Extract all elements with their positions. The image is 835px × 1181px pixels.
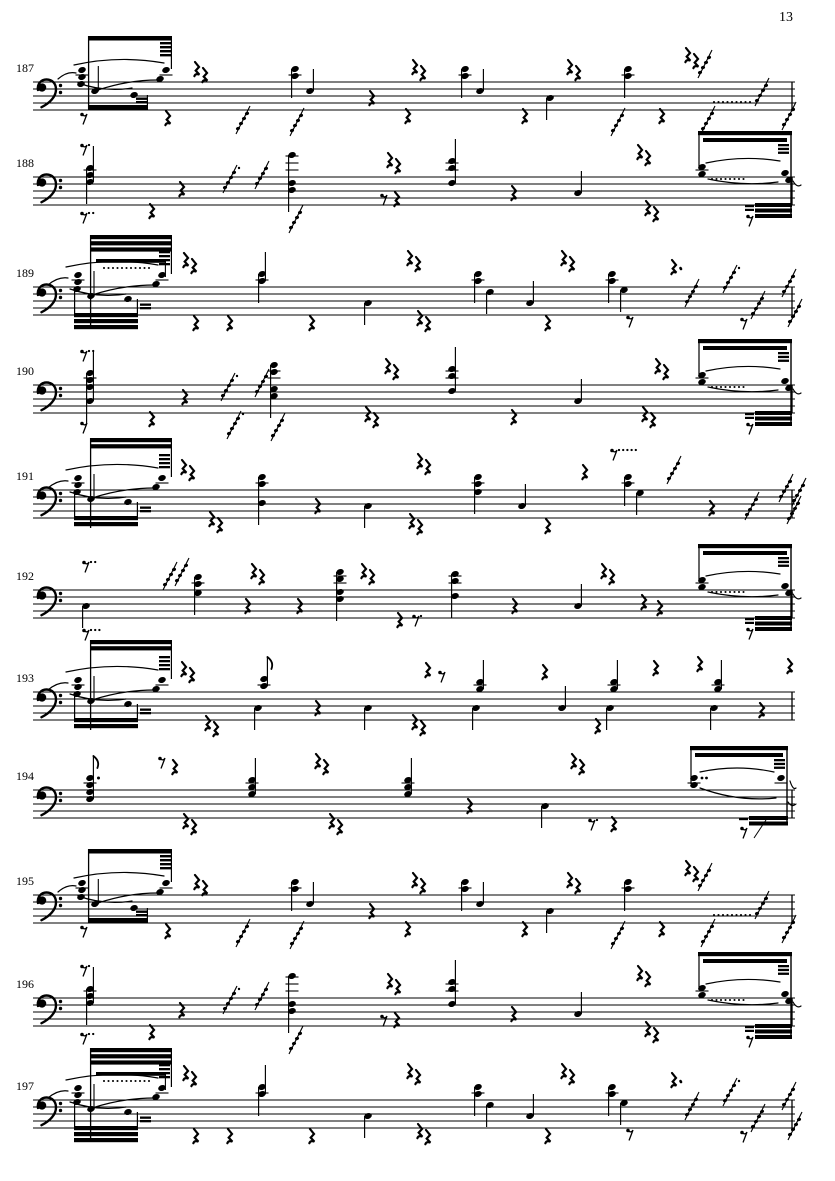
system-194 xyxy=(16,746,796,838)
double-quarter-rest xyxy=(567,873,580,893)
quarter-rest xyxy=(245,599,250,613)
grace-note-run xyxy=(781,102,796,130)
eighth-rest xyxy=(740,318,747,329)
quarter-rest xyxy=(657,601,662,615)
system-190 xyxy=(16,339,801,441)
quarter-rest xyxy=(671,260,682,274)
quarter-rest xyxy=(545,1129,550,1143)
double-quarter-rest xyxy=(685,48,698,68)
grace-note-run xyxy=(787,1112,802,1140)
quarter-rest xyxy=(165,924,170,938)
chord xyxy=(334,568,347,621)
chord xyxy=(622,473,635,506)
eighth-rest xyxy=(626,1129,633,1140)
chord xyxy=(84,146,97,204)
quarter-rest xyxy=(149,412,154,426)
chord xyxy=(286,151,299,212)
staff-lines xyxy=(33,287,795,315)
quarter-rest xyxy=(315,701,320,715)
system-193 xyxy=(16,640,795,736)
measure-number: 194 xyxy=(16,769,34,783)
grace-note-run xyxy=(781,1082,796,1110)
system-188 xyxy=(16,131,801,233)
chord xyxy=(622,878,635,911)
quarter-rest xyxy=(595,719,600,733)
eighth-rest xyxy=(80,1033,94,1044)
double-quarter-rest xyxy=(685,861,698,881)
grace-note-run xyxy=(220,373,238,401)
quarter-rest xyxy=(522,109,527,123)
chord xyxy=(192,573,205,615)
quarter-rest xyxy=(394,1013,399,1027)
double-quarter-rest xyxy=(637,966,650,986)
grace-note-run xyxy=(254,369,269,397)
quarter-rest xyxy=(315,499,320,513)
quarter-rest xyxy=(397,613,402,627)
quarter-rest xyxy=(659,109,664,123)
grace-note-run xyxy=(781,915,796,943)
system-197 xyxy=(16,1048,802,1144)
note xyxy=(709,704,718,730)
quarter-rest xyxy=(545,519,550,533)
quarter-rest xyxy=(759,703,764,717)
quarter-rest xyxy=(511,1007,516,1021)
eighth-rest xyxy=(412,615,422,626)
eighth-rest xyxy=(610,449,637,460)
tremolo-beam-cluster xyxy=(696,339,802,434)
double-quarter-rest xyxy=(642,407,655,427)
chord xyxy=(256,473,269,525)
quarter-rest xyxy=(787,659,792,673)
grace-note-run xyxy=(254,161,269,189)
eighth-rest xyxy=(380,1015,387,1026)
quarter-rest xyxy=(149,204,154,218)
staff-lines xyxy=(33,1100,795,1128)
grace-note-run xyxy=(744,492,759,520)
quarter-rest xyxy=(709,501,714,515)
grace-note-run xyxy=(226,411,244,439)
quarter-rest xyxy=(697,657,702,671)
chord xyxy=(258,657,273,690)
quarter-rest xyxy=(394,192,399,206)
eighth-rest xyxy=(80,422,87,433)
quarter-rest xyxy=(297,599,302,613)
staff-lines xyxy=(33,790,795,818)
chord xyxy=(712,660,725,693)
measure-number: 190 xyxy=(16,364,34,378)
double-quarter-rest xyxy=(194,62,207,82)
double-quarter-rest xyxy=(183,814,196,834)
double-quarter-rest xyxy=(409,514,422,534)
double-quarter-rest xyxy=(183,253,196,273)
chord xyxy=(84,756,101,803)
chord xyxy=(268,361,281,418)
measure-number: 188 xyxy=(16,156,34,170)
double-quarter-rest xyxy=(361,564,374,584)
chord xyxy=(459,65,472,98)
eighth-rest xyxy=(80,965,90,976)
quarter-rest xyxy=(309,316,314,330)
double-quarter-rest xyxy=(561,1064,574,1084)
double-quarter-rest xyxy=(637,145,650,165)
quarter-rest xyxy=(227,316,232,330)
quarter-rest xyxy=(193,1129,198,1143)
double-quarter-rest xyxy=(387,974,400,994)
quarter-rest xyxy=(149,1025,154,1039)
eighth-rest xyxy=(80,350,94,361)
chord xyxy=(286,972,299,1033)
double-quarter-rest xyxy=(205,716,218,736)
measure-number: 193 xyxy=(16,671,34,685)
eighth-rest xyxy=(438,671,445,682)
note xyxy=(363,299,372,325)
double-quarter-rest xyxy=(194,875,207,895)
double-quarter-rest xyxy=(655,359,668,379)
quarter-rest xyxy=(172,760,177,774)
note xyxy=(363,1112,372,1138)
grace-note-run xyxy=(222,986,240,1014)
chord xyxy=(446,347,459,395)
grace-note-run xyxy=(289,921,304,949)
note xyxy=(81,602,90,628)
double-quarter-rest xyxy=(251,564,264,584)
tremolo-beam-cluster xyxy=(688,746,797,838)
note xyxy=(363,502,372,528)
eighth-rest xyxy=(82,561,96,572)
chord xyxy=(246,758,259,798)
quarter-rest xyxy=(542,665,547,679)
eighth-rest xyxy=(740,1131,747,1142)
system-192 xyxy=(16,544,801,640)
double-quarter-rest xyxy=(181,662,194,682)
quarter-rest xyxy=(165,111,170,125)
quarter-rest xyxy=(193,316,198,330)
measure-number: 197 xyxy=(16,1079,34,1093)
grace-note-run xyxy=(684,279,699,307)
grace-note-run xyxy=(288,1026,303,1054)
measure-number: 191 xyxy=(16,469,34,483)
chord xyxy=(622,65,635,98)
tremolo-beam-cluster xyxy=(48,438,172,528)
chord xyxy=(606,270,619,303)
eighth-rest xyxy=(588,819,598,830)
grace-note-run xyxy=(254,982,269,1010)
chord xyxy=(256,252,269,303)
eighth-rest xyxy=(80,144,90,155)
staff-lines xyxy=(33,490,795,518)
chord xyxy=(446,960,459,1008)
quarter-rest xyxy=(511,410,516,424)
chord xyxy=(289,878,302,911)
double-quarter-rest xyxy=(645,201,658,221)
measure-number: 196 xyxy=(16,977,34,991)
double-quarter-rest xyxy=(412,60,425,80)
quarter-rest xyxy=(309,1129,314,1143)
grace-note-run xyxy=(288,205,303,233)
note xyxy=(471,704,480,730)
chord xyxy=(84,351,97,423)
grace-note-run xyxy=(697,863,712,891)
dotted-line xyxy=(713,914,751,916)
grace-note-run xyxy=(289,108,304,136)
note xyxy=(545,907,554,933)
measure-number: 187 xyxy=(16,61,34,75)
eighth-rest xyxy=(80,212,94,223)
grace-note-run xyxy=(270,413,285,441)
grace-note-run xyxy=(787,299,802,327)
quarter-rest xyxy=(659,922,664,936)
chord xyxy=(608,660,621,693)
note xyxy=(253,704,262,730)
double-quarter-rest xyxy=(645,1022,658,1042)
system-191 xyxy=(16,438,806,534)
double-quarter-rest xyxy=(385,359,398,379)
grace-note-run xyxy=(666,456,681,484)
double-quarter-rest xyxy=(601,564,614,584)
chord xyxy=(472,1083,485,1116)
quarter-rest xyxy=(512,599,517,613)
measure-number: 192 xyxy=(16,569,34,583)
quarter-rest xyxy=(671,1073,682,1087)
chord xyxy=(459,878,472,911)
double-quarter-rest xyxy=(561,251,574,271)
staff-lines xyxy=(33,385,795,413)
grace-note-run xyxy=(722,265,740,293)
double-quarter-rest xyxy=(417,454,430,474)
quarter-rest xyxy=(425,663,430,677)
chord xyxy=(289,65,302,98)
double-quarter-rest xyxy=(183,1066,196,1086)
double-quarter-rest xyxy=(567,60,580,80)
chord xyxy=(256,1065,269,1116)
dotted-line xyxy=(713,101,751,103)
grace-note-run xyxy=(684,1092,699,1120)
chord xyxy=(474,660,487,693)
double-quarter-rest xyxy=(407,1064,420,1084)
grace-note-run xyxy=(610,921,625,949)
quarter-rest xyxy=(467,799,472,813)
grace-note-run xyxy=(778,474,793,502)
grace-note-run xyxy=(791,478,806,506)
eighth-rest xyxy=(380,194,387,205)
grace-note-run xyxy=(722,1078,740,1106)
note xyxy=(363,704,372,730)
double-quarter-rest xyxy=(412,873,425,893)
quarter-rest xyxy=(511,186,516,200)
double-quarter-rest xyxy=(365,407,378,427)
quarter-rest xyxy=(369,91,374,105)
quarter-rest xyxy=(653,661,658,675)
quarter-rest xyxy=(545,316,550,330)
chord xyxy=(402,758,415,798)
chord xyxy=(472,473,485,514)
page-number: 13 xyxy=(779,10,793,25)
double-quarter-rest xyxy=(329,814,342,834)
system-195 xyxy=(16,849,796,949)
quarter-rest xyxy=(369,904,374,918)
tremolo-beam-cluster xyxy=(58,849,173,937)
tremolo-beam-cluster xyxy=(696,131,802,226)
double-quarter-rest xyxy=(315,754,328,774)
eighth-rest xyxy=(158,757,165,768)
note xyxy=(605,704,614,730)
double-quarter-rest xyxy=(417,311,430,331)
grace-note-run xyxy=(610,108,625,136)
quarter-rest xyxy=(582,465,587,479)
staff-lines xyxy=(33,177,795,205)
tremolo-beam-cluster xyxy=(48,640,172,730)
double-quarter-rest xyxy=(417,1124,430,1144)
note xyxy=(545,94,554,120)
note xyxy=(540,802,549,828)
grace-note-run xyxy=(697,50,712,78)
quarter-rest xyxy=(405,922,410,936)
chord xyxy=(84,967,97,1025)
double-quarter-rest xyxy=(387,153,400,173)
staff-lines xyxy=(33,998,795,1026)
grace-note-run xyxy=(222,165,240,193)
tremolo-beam-cluster xyxy=(58,36,173,124)
tremolo-beam-cluster xyxy=(696,952,802,1047)
eighth-rest xyxy=(82,629,100,640)
chord xyxy=(472,270,485,303)
double-quarter-rest xyxy=(412,715,425,735)
quarter-rest xyxy=(522,922,527,936)
measure-number: 189 xyxy=(16,266,34,280)
chord xyxy=(606,1083,619,1116)
eighth-rest xyxy=(626,316,633,327)
double-quarter-rest xyxy=(181,460,194,480)
quarter-rest xyxy=(227,1129,232,1143)
double-quarter-rest xyxy=(571,754,584,774)
system-196 xyxy=(16,952,801,1054)
measure-number: 195 xyxy=(16,874,34,888)
grace-note-run xyxy=(781,269,796,297)
chord xyxy=(446,139,459,187)
double-quarter-rest xyxy=(407,251,420,271)
quarter-rest xyxy=(611,817,616,831)
tremolo-beam-cluster xyxy=(696,544,802,639)
double-quarter-rest xyxy=(209,512,222,532)
system-187 xyxy=(16,36,796,136)
system-189 xyxy=(16,235,802,331)
staff-lines xyxy=(33,590,795,618)
quarter-rest xyxy=(405,109,410,123)
